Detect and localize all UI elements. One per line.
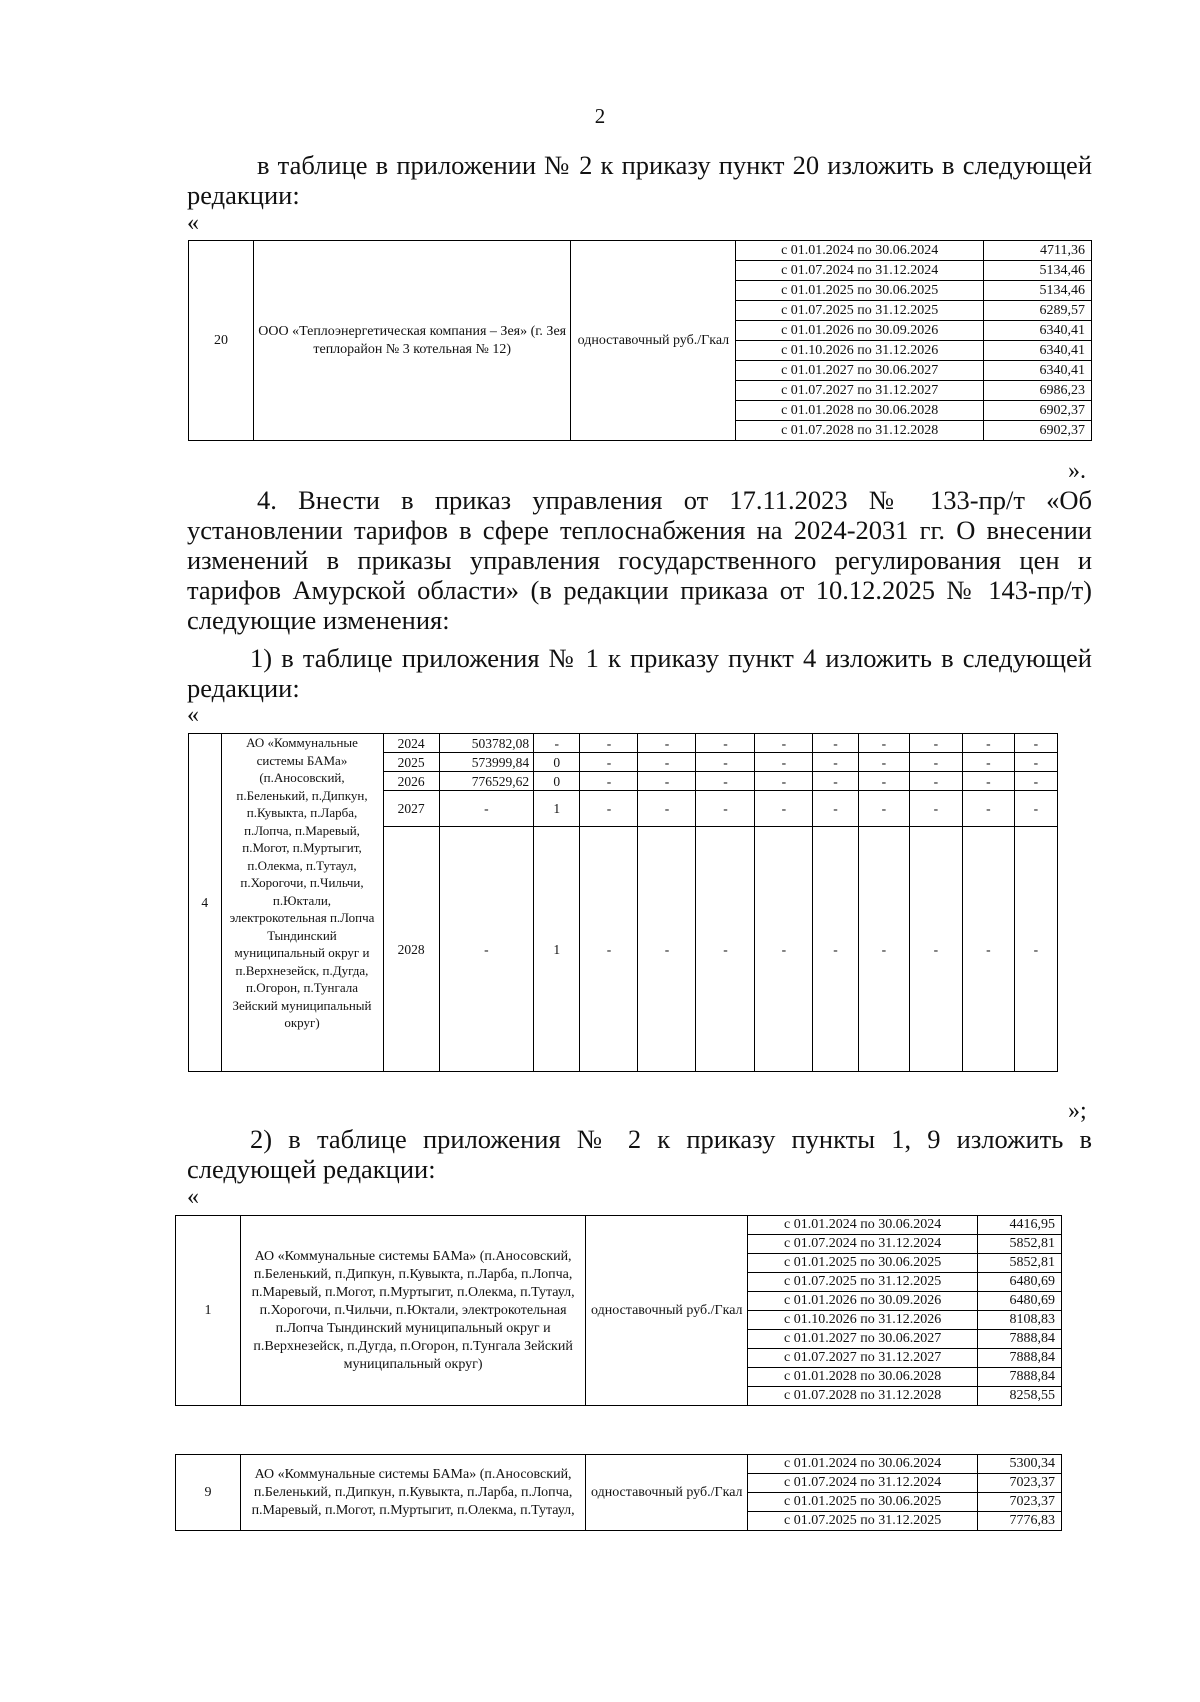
- item-number: 9: [176, 1455, 241, 1531]
- tariff-period: с 01.07.2025 по 31.12.2025: [748, 1273, 978, 1292]
- value-cell: -: [638, 753, 696, 772]
- tariff-value: 4711,36: [984, 241, 1092, 261]
- value-2: 1: [534, 791, 580, 827]
- value-cell: -: [813, 827, 858, 1072]
- tariff-period: с 01.07.2028 по 31.12.2028: [748, 1387, 978, 1406]
- tariff-value: 6480,69: [978, 1292, 1062, 1311]
- page-number: 2: [594, 104, 606, 128]
- value-cell: -: [962, 753, 1015, 772]
- close-quote-2: »;: [1068, 1098, 1087, 1124]
- tariff-period: с 01.01.2024 по 30.06.2024: [736, 241, 984, 261]
- open-quote-1: «: [187, 210, 199, 236]
- tariff-period: с 01.10.2026 по 31.12.2026: [748, 1311, 978, 1330]
- organization-name: АО «Коммунальные системы БАМа» (п.Аносовский, п.Беленький, п.Дипкун, п.Кувыкта, п.Ларба, п.Лопча, п.Маревый, п.Могот, п.Муртыгит, п.Олекма, п.Тутаул, п.Хорогочи, п.Чильчи, п.Юктали, электрокотельная п.Лопча Тындинский муниципальный округ и п.Верхнезейск, п.Дугда, п.Огорон, п.Тунгала Зейский муниципальный округ): [240, 1216, 585, 1406]
- tariff-period: с 01.01.2028 по 30.06.2028: [736, 401, 984, 421]
- tariff-period: с 01.07.2024 по 31.12.2024: [736, 261, 984, 281]
- item-number: 20: [189, 241, 254, 441]
- value-cell: -: [1015, 734, 1057, 753]
- value-cell: -: [813, 753, 858, 772]
- value-cell: -: [962, 791, 1015, 827]
- value-cell: -: [580, 791, 638, 827]
- value-cell: -: [580, 753, 638, 772]
- tariff-value: 6340,41: [984, 341, 1092, 361]
- tariff-value: 5300,34: [978, 1455, 1062, 1474]
- tariff-value: 8258,55: [978, 1387, 1062, 1406]
- tariff-period: с 01.07.2024 по 31.12.2024: [748, 1474, 978, 1493]
- tariff-value: 6289,57: [984, 301, 1092, 321]
- value-cell: -: [858, 827, 910, 1072]
- table-row: [176, 1216, 1062, 1235]
- tariff-value: 7888,84: [978, 1349, 1062, 1368]
- tariff-table-item-1: [175, 1215, 1062, 1406]
- value-1: -: [439, 827, 533, 1072]
- tariff-value: 7888,84: [978, 1368, 1062, 1387]
- tariff-value: 5852,81: [978, 1254, 1062, 1273]
- value-cell: -: [755, 791, 813, 827]
- value-cell: -: [962, 772, 1015, 791]
- tariff-period: с 01.07.2025 по 31.12.2025: [736, 301, 984, 321]
- value-cell: -: [696, 753, 755, 772]
- tariff-value: 8108,83: [978, 1311, 1062, 1330]
- value-cell: -: [962, 734, 1015, 753]
- tariff-type: одноставочный руб./Гкал: [586, 1455, 748, 1531]
- year: 2027: [383, 791, 439, 827]
- tariff-period: с 01.07.2025 по 31.12.2025: [748, 1512, 978, 1531]
- tariff-period: с 01.07.2027 по 31.12.2027: [736, 381, 984, 401]
- tariff-period: с 01.01.2028 по 30.06.2028: [748, 1368, 978, 1387]
- tariff-value: 5134,46: [984, 281, 1092, 301]
- paragraph-subitem-2: 2) в таблице приложения № 2 к приказу пункты 1, 9 изложить в следующей редакции:: [187, 1124, 1092, 1184]
- organization-name: АО «Коммунальные системы БАМа» (п.Аносовский, п.Беленький, п.Дипкун, п.Кувыкта, п.Ларба, п.Лопча, п.Маревый, п.Могот, п.Муртыгит, п.Олекма, п.Тутаул,: [240, 1455, 585, 1531]
- tariff-table-item-9: [175, 1454, 1062, 1531]
- value-cell: -: [910, 734, 963, 753]
- tariff-type: одноставочный руб./Гкал: [571, 241, 736, 441]
- value-cell: -: [910, 772, 963, 791]
- value-cell: -: [638, 791, 696, 827]
- value-cell: -: [638, 772, 696, 791]
- value-cell: -: [580, 827, 638, 1072]
- value-cell: -: [962, 827, 1015, 1072]
- tariff-value: 7023,37: [978, 1474, 1062, 1493]
- value-cell: -: [1015, 753, 1057, 772]
- tariff-value: 6902,37: [984, 421, 1092, 441]
- value-cell: -: [696, 827, 755, 1072]
- value-cell: -: [910, 791, 963, 827]
- tariff-value: 6480,69: [978, 1273, 1062, 1292]
- value-cell: -: [858, 791, 910, 827]
- tariff-period: с 01.07.2027 по 31.12.2027: [748, 1349, 978, 1368]
- tariff-value: 6986,23: [984, 381, 1092, 401]
- tariff-value: 6340,41: [984, 321, 1092, 341]
- tariff-type: одноставочный руб./Гкал: [586, 1216, 748, 1406]
- tariff-value: 5134,46: [984, 261, 1092, 281]
- tariff-table-item-20: [188, 240, 1092, 441]
- value-2: 1: [534, 827, 580, 1072]
- tariff-value: 7023,37: [978, 1493, 1062, 1512]
- value-1: 776529,62: [439, 772, 533, 791]
- tariff-value: 6340,41: [984, 361, 1092, 381]
- value-cell: -: [910, 827, 963, 1072]
- year: 2025: [383, 753, 439, 772]
- tariff-period: с 01.01.2025 по 30.06.2025: [736, 281, 984, 301]
- value-cell: -: [755, 827, 813, 1072]
- paragraph-subitem-1: 1) в таблице приложения № 1 к приказу пункт 4 изложить в следующей редакции:: [187, 643, 1092, 703]
- tariff-period: с 01.01.2024 по 30.06.2024: [748, 1216, 978, 1235]
- value-cell: -: [813, 772, 858, 791]
- value-cell: -: [813, 734, 858, 753]
- value-cell: -: [696, 791, 755, 827]
- organization-name: АО «Коммунальные системы БАМа» (п.Аносовский, п.Беленький, п.Дипкун, п.Кувыкта, п.Ларба, п.Лопча, п.Маревый, п.Могот, п.Муртыгит, п.Олекма, п.Тутаул, п.Хорогочи, п.Чильчи, п.Юктали, электрокотельная п.Лопча Тындинский муниципальный округ и п.Верхнезейск, п.Дугда, п.Огорон, п.Тунгала Зейский муниципальный округ): [221, 734, 383, 1072]
- value-1: -: [439, 791, 533, 827]
- year: 2024: [383, 734, 439, 753]
- value-2: 0: [534, 772, 580, 791]
- value-2: -: [534, 734, 580, 753]
- paragraph-table-intro-1: в таблице в приложении № 2 к приказу пункт 20 изложить в следующей редакции:: [187, 150, 1092, 210]
- value-cell: -: [696, 772, 755, 791]
- value-cell: -: [910, 753, 963, 772]
- tariff-period: с 01.01.2024 по 30.06.2024: [748, 1455, 978, 1474]
- value-cell: -: [813, 791, 858, 827]
- value-cell: -: [580, 772, 638, 791]
- tariff-period: с 01.01.2027 по 30.06.2027: [748, 1330, 978, 1349]
- open-quote-2: «: [187, 702, 199, 728]
- paragraph-item-4: 4. Внести в приказ управления от 17.11.2023 № 133-пр/т «Об установлении тарифов в сфере теплоснабжения на 2024-2031 гг. О внесении изменений в приказы управления государственного регулирования цен и тарифов Амурской области» (в редакции приказа от 10.12.2025 № 143-пр/т) следующие изменения:: [187, 485, 1092, 635]
- table-row: [189, 734, 1121, 753]
- value-cell: -: [580, 734, 638, 753]
- tariff-period: с 01.01.2025 по 30.06.2025: [748, 1254, 978, 1273]
- tariff-period: с 01.01.2025 по 30.06.2025: [748, 1493, 978, 1512]
- tariff-value: 4416,95: [978, 1216, 1062, 1235]
- tariff-value: 7776,83: [978, 1512, 1062, 1531]
- year: 2028: [383, 827, 439, 1072]
- organization-name: ООО «Теплоэнергетическая компания – Зея» (г. Зея теплорайон № 3 котельная № 12): [253, 241, 571, 441]
- tariff-period: с 01.01.2026 по 30.09.2026: [736, 321, 984, 341]
- open-quote-3: «: [187, 1184, 199, 1210]
- close-quote-1: ».: [1068, 458, 1086, 484]
- tariff-period: с 01.10.2026 по 31.12.2026: [736, 341, 984, 361]
- value-1: 573999,84: [439, 753, 533, 772]
- item-number: 1: [176, 1216, 241, 1406]
- tariff-period: с 01.07.2024 по 31.12.2024: [748, 1235, 978, 1254]
- tariff-period: с 01.01.2026 по 30.09.2026: [748, 1292, 978, 1311]
- value-cell: -: [755, 734, 813, 753]
- year: 2026: [383, 772, 439, 791]
- value-cell: -: [1015, 791, 1057, 827]
- tariff-period: с 01.07.2028 по 31.12.2028: [736, 421, 984, 441]
- value-cell: -: [858, 734, 910, 753]
- value-cell: -: [1015, 827, 1057, 1072]
- value-2: 0: [534, 753, 580, 772]
- tariff-value: 6902,37: [984, 401, 1092, 421]
- tariff-value: 5852,81: [978, 1235, 1062, 1254]
- item-number: 4: [189, 734, 222, 1072]
- value-cell: -: [858, 753, 910, 772]
- table-row: [189, 241, 1092, 261]
- tariff-value: 7888,84: [978, 1330, 1062, 1349]
- value-1: 503782,08: [439, 734, 533, 753]
- value-cell: -: [696, 734, 755, 753]
- value-cell: -: [638, 734, 696, 753]
- tariff-period: с 01.01.2027 по 30.06.2027: [736, 361, 984, 381]
- value-cell: -: [1015, 772, 1057, 791]
- value-cell: -: [638, 827, 696, 1072]
- value-cell: -: [755, 753, 813, 772]
- capital-table-item-4: [188, 733, 1121, 1072]
- value-cell: -: [755, 772, 813, 791]
- table-row: [176, 1455, 1062, 1474]
- value-cell: -: [858, 772, 910, 791]
